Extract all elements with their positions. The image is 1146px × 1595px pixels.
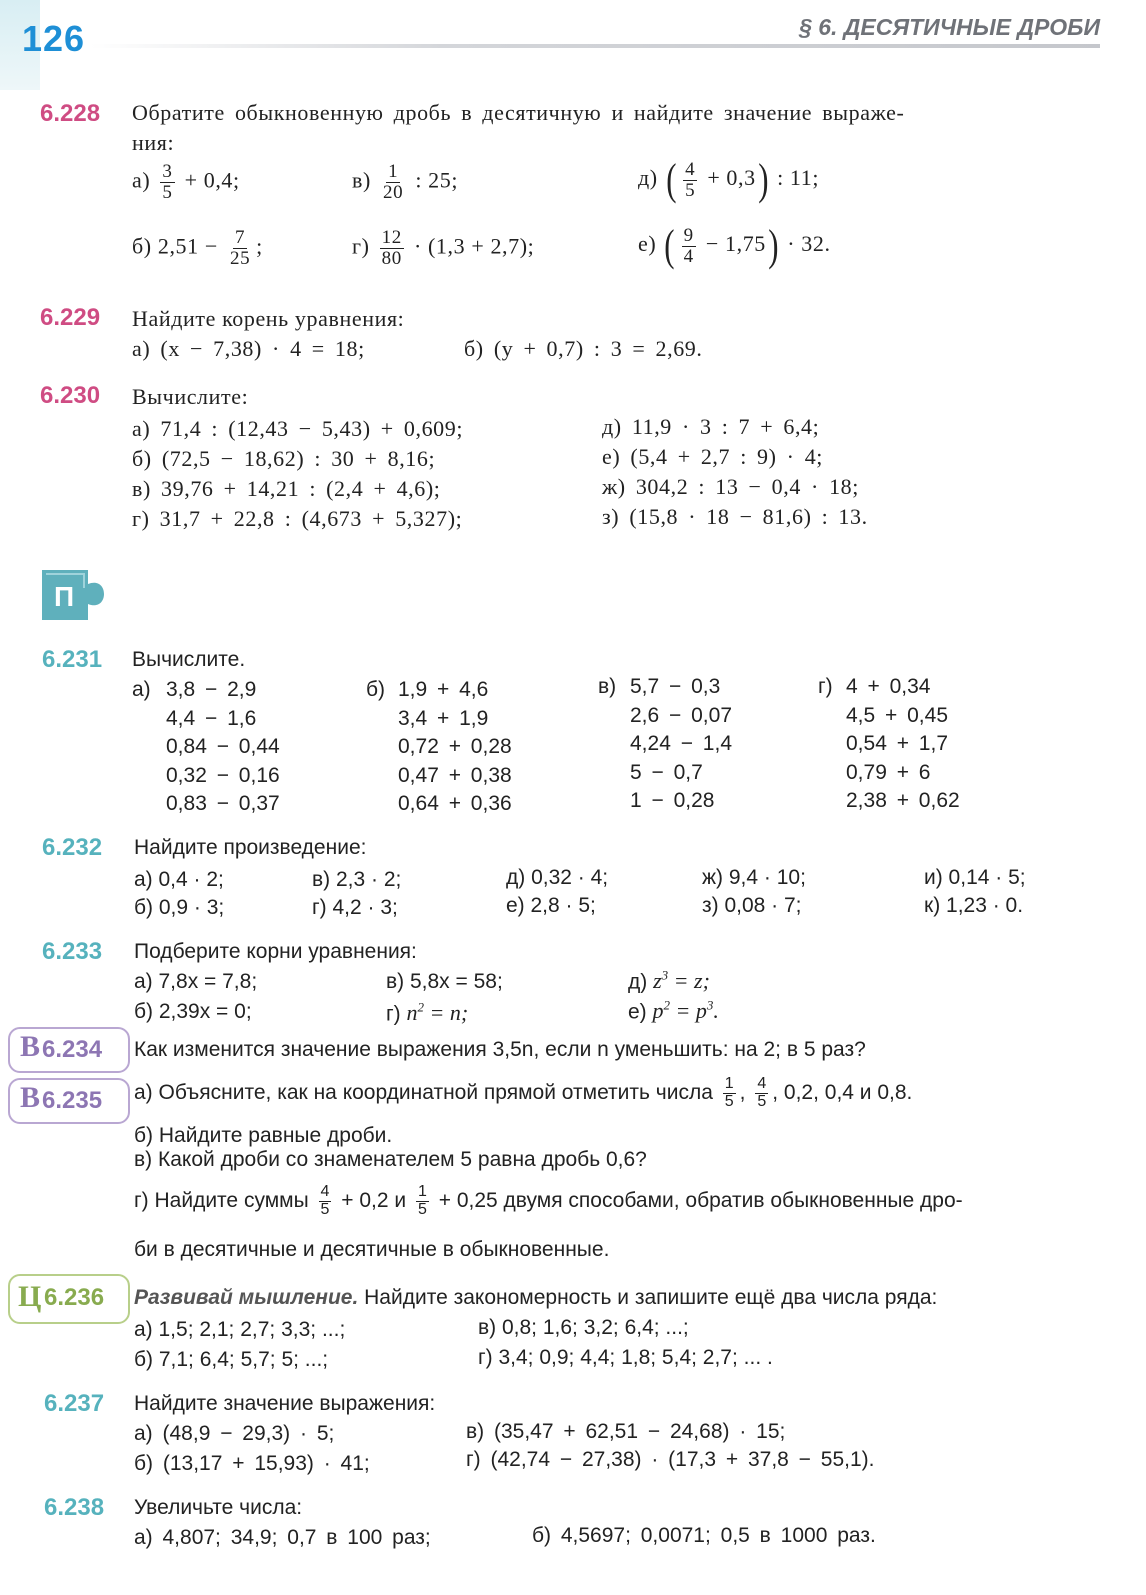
exercise-number: 6.228	[40, 100, 101, 127]
exercise-number: 6.238	[44, 1494, 105, 1521]
product-item: е) 2,8 · 5;	[506, 894, 596, 917]
fraction: $\frac{4}{5}$	[757, 1075, 767, 1110]
exercise-text: ния:	[132, 130, 175, 155]
exercise-text: Вычислите.	[132, 648, 246, 671]
calc-expression: 0,84 − 0,44	[166, 735, 280, 758]
exercise-text: Найдите корень уравнения:	[132, 306, 405, 331]
fraction: $\frac{1}{5}$	[724, 1075, 734, 1110]
item-228-v: в) $\frac{1}{20}$ : 25;	[352, 161, 459, 203]
item-237-b: б) (13,17 + 15,93) · 41;	[134, 1452, 370, 1475]
fraction: $\frac{7}{25}$	[229, 227, 251, 269]
calc-expression: 0,83 − 0,37	[166, 792, 280, 815]
item-label: г)	[818, 675, 833, 698]
item-236-b: б) 7,1; 6,4; 5,7; 5; ...;	[134, 1348, 329, 1371]
calc-expression: 4 + 0,34	[846, 675, 931, 698]
item-label: в)	[598, 675, 617, 698]
calc-expression: 2,6 − 0,07	[630, 703, 732, 727]
item-237-v: в) (35,47 + 62,51 − 24,68) · 15;	[466, 1420, 786, 1443]
exercise-text: Развивай мышление. Найдите закономерность и запишите ещё два числа ряда:	[134, 1286, 938, 1309]
header-rule	[90, 44, 1100, 48]
item-label: а)	[132, 678, 151, 701]
fraction: $\frac{1}{20}$	[383, 161, 404, 203]
item-label: б)	[366, 678, 386, 701]
calc-expression: 0,72 + 0,28	[398, 735, 512, 758]
item-235-a: а) Объясните, как на координатной прямой отметить числа $\frac{1}{5}$ , $\frac{4}{5}$ , 0,2, 0,4 и 0,8.	[134, 1075, 913, 1110]
calc-expression: 0,32 − 0,16	[166, 763, 280, 787]
item-label: б)	[132, 233, 152, 259]
item-228-a: а) $\frac{3}{5}$ + 0,4;	[132, 161, 240, 203]
calc-expression: 4,24 − 1,4	[630, 732, 732, 755]
calc-expression: 0,54 + 1,7	[846, 732, 948, 755]
product-item: д) 0,32 · 4;	[506, 866, 609, 889]
item-228-e: е) ( $\frac{9}{4}$ − 1,75) · 32.	[638, 221, 831, 270]
exercise-number: 6.237	[44, 1390, 105, 1417]
item-label: в)	[352, 167, 371, 193]
product-item: в) 2,3 · 2;	[312, 868, 402, 891]
item-233-b: б) 2,39x = 0;	[134, 1000, 252, 1023]
page-number: 126	[22, 18, 86, 59]
item-label: е)	[638, 231, 657, 257]
item-235-v: в) Какой дроби со знаменателем 5 равна дробь 0,6?	[134, 1148, 647, 1171]
item-233-v: в) 5,8x = 58;	[386, 970, 503, 993]
exercise-number: 6.230	[40, 382, 101, 409]
right-paren: )	[768, 221, 779, 270]
product-item: ж) 9,4 · 10;	[702, 866, 806, 889]
exercise-number: 6.229	[40, 304, 101, 331]
exercise-number: 6.232	[42, 834, 103, 861]
item-235-g-cont: би в десятичные и десятичные в обыкновенные.	[134, 1238, 610, 1261]
badge-letter: В	[20, 1081, 41, 1114]
fraction: $\frac{4}{5}$	[685, 158, 696, 201]
item-229-a: а) (x − 7,38) · 4 = 18;	[132, 336, 365, 361]
exercise-text: Найдите произведение:	[134, 836, 367, 859]
puzzle-section-icon	[40, 566, 106, 622]
svg-text:П: П	[53, 581, 75, 612]
exercise-text: Как изменится значение выражения 3,5n, если n уменьшить: на 2; в 5 раз?	[134, 1038, 866, 1061]
right-paren: )	[758, 155, 769, 204]
exercise-number: 6.235	[42, 1087, 103, 1114]
left-paren: (	[664, 221, 676, 270]
item-229-b: б) (y + 0,7) : 3 = 2,69.	[464, 336, 703, 361]
exercise-text: Обратите обыкновенную дробь в десятичную и найдите значение выраже-	[132, 100, 905, 125]
calc-expression: 1,9 + 4,6	[398, 678, 489, 701]
item-label: д)	[638, 165, 658, 191]
item-235-b: б) Найдите равные дроби.	[134, 1124, 393, 1147]
item-228-d: д) ( $\frac{4}{5}$ + 0,3) : 11;	[638, 155, 820, 204]
item-230-v: в) 39,76 + 14,21 : (2,4 + 4,6);	[132, 476, 441, 501]
item-233-a: а) 7,8x = 7,8;	[134, 970, 258, 993]
running-header: § 6. ДЕСЯТИЧНЫЕ ДРОБИ	[799, 14, 1100, 40]
fraction: $\frac{9}{4}$	[683, 224, 694, 267]
item-238-b: б) 4,5697; 0,0071; 0,5 в 1000 раз.	[532, 1524, 876, 1547]
exercise-text: Увеличьте числа:	[134, 1496, 303, 1519]
item-233-d: д) $z^3 = z$;	[628, 968, 710, 994]
item-label: г)	[352, 233, 370, 259]
fraction: $\frac{4}{5}$	[320, 1183, 330, 1218]
product-item: к) 1,23 · 0.	[924, 894, 1024, 917]
fraction: $\frac{12}{80}$	[381, 227, 402, 269]
calc-expression: 4,4 − 1,6	[166, 706, 257, 730]
item-236-g: г) 3,4; 0,9; 4,4; 1,8; 5,4; 2,7; ... .	[478, 1346, 773, 1369]
item-237-g: г) (42,74 − 27,38) · (17,3 + 37,8 − 55,1).	[466, 1448, 875, 1471]
item-236-v: в) 0,8; 1,6; 3,2; 6,4; ...;	[478, 1316, 689, 1339]
left-paren: (	[666, 155, 677, 204]
item-237-a: а) (48,9 − 29,3) · 5;	[134, 1422, 335, 1445]
calc-expression: 0,79 + 6	[846, 760, 931, 784]
item-label: а)	[132, 167, 151, 193]
exercise-text: Вычислите:	[132, 384, 249, 409]
calc-expression: 1 − 0,28	[630, 789, 715, 812]
item-230-z: з) (15,8 · 18 − 81,6) : 13.	[602, 504, 868, 529]
exercise-number: 6.231	[42, 646, 103, 673]
calc-expression: 2,38 + 0,62	[846, 789, 960, 812]
item-238-a: а) 4,807; 34,9; 0,7 в 100 раз;	[134, 1526, 431, 1549]
calc-expression: 0,47 + 0,38	[398, 763, 512, 787]
exercise-text: Найдите значение выражения:	[134, 1392, 436, 1415]
calc-expression: 4,5 + 0,45	[846, 703, 948, 727]
item-230-g: г) 31,7 + 22,8 : (4,673 + 5,327);	[132, 506, 463, 531]
badge-letter: В	[20, 1030, 41, 1063]
item-228-g: г) $\frac{12}{80}$ · (1,3 + 2,7);	[352, 227, 535, 269]
calc-expression: 0,64 + 0,36	[398, 792, 512, 815]
item-236-a: а) 1,5; 2,1; 2,7; 3,3; ...;	[134, 1318, 346, 1341]
fraction: $\frac{3}{5}$	[162, 161, 173, 203]
item-230-b: б) (72,5 − 18,62) : 30 + 8,16;	[132, 446, 436, 471]
exercise-number: 6.236	[44, 1284, 105, 1311]
item-230-e: е) (5,4 + 2,7 : 9) · 4;	[602, 444, 824, 469]
calc-expression: 3,4 + 1,9	[398, 706, 489, 730]
item-235-g: г) Найдите суммы $\frac{4}{5}$ + 0,2 и $\frac{1}{5}$ + 0,25 двумя способами, обратив обыкновенные дро-	[134, 1183, 963, 1218]
product-item: г) 4,2 · 3;	[312, 896, 398, 919]
item-230-d: д) 11,9 · 3 : 7 + 6,4;	[602, 414, 820, 439]
product-item: б) 0,9 · 3;	[134, 896, 225, 919]
item-230-zh: ж) 304,2 : 13 − 0,4 · 18;	[602, 474, 859, 499]
calc-expression: 5 − 0,7	[630, 760, 703, 784]
calc-expression: 5,7 − 0,3	[630, 675, 721, 698]
badge-letter: Ц	[18, 1280, 42, 1313]
calc-expression: 3,8 − 2,9	[166, 678, 257, 701]
product-item: а) 0,4 · 2;	[134, 868, 224, 891]
fraction: $\frac{1}{5}$	[417, 1183, 427, 1218]
product-item: з) 0,08 · 7;	[702, 894, 802, 917]
exercise-number: 6.234	[42, 1036, 103, 1063]
exercise-number: 6.233	[42, 938, 103, 965]
exercise-text: Подберите корни уравнения:	[134, 940, 417, 963]
item-233-g: г) $n^2 = n$;	[386, 1000, 469, 1026]
product-item: и) 0,14 · 5;	[924, 866, 1026, 889]
item-228-b: б) 2,51 − $\frac{7}{25}$ ;	[132, 227, 263, 269]
item-233-e: е) $p^2 = p^3$.	[628, 998, 719, 1024]
item-230-a: а) 71,4 : (12,43 − 5,43) + 0,609;	[132, 416, 464, 441]
